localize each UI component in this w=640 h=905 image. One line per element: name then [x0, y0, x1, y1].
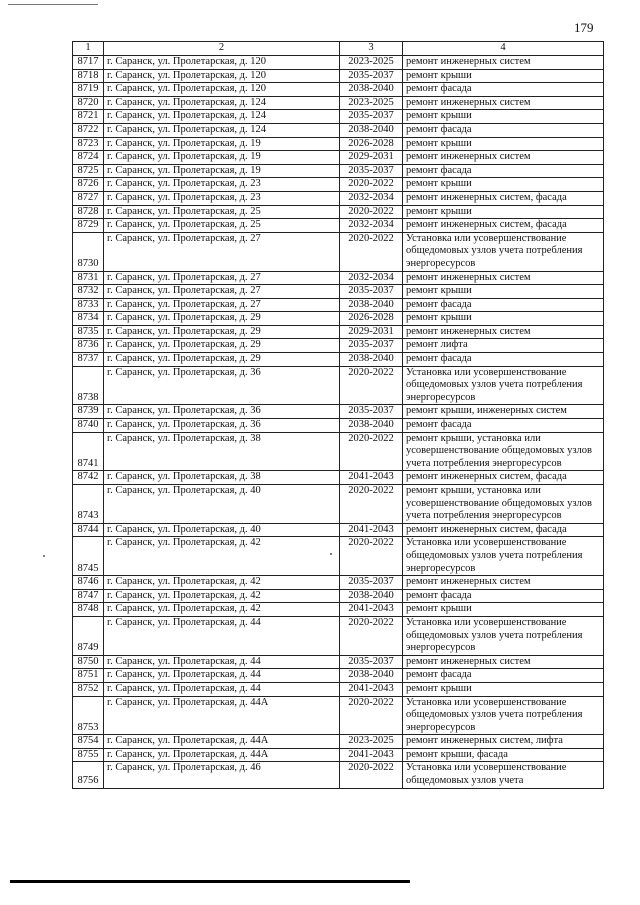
table-row — [73, 748, 604, 762]
row-number: 8734 — [73, 312, 104, 326]
table-row — [73, 96, 604, 110]
row-address: г. Саранск, ул. Пролетарская, д. 124 — [104, 110, 340, 124]
row-number: 8739 — [73, 405, 104, 419]
row-period: 2026-2028 — [340, 312, 403, 326]
row-address: г. Саранск, ул. Пролетарская, д. 120 — [104, 56, 340, 70]
row-address: г. Саранск, ул. Пролетарская, д. 36 — [104, 419, 340, 433]
row-period: 2038-2040 — [340, 669, 403, 683]
row-address: г. Саранск, ул. Пролетарская, д. 44 — [104, 616, 340, 655]
row-work-type: Установка или усовершенствование общедомовых узлов учета потребления энергоресурсов — [403, 232, 604, 271]
row-work-type: Установка или усовершенствование общедомовых узлов учета — [403, 762, 604, 788]
row-period: 2032-2034 — [340, 271, 403, 285]
row-work-type: ремонт инженерных систем, фасада — [403, 191, 604, 205]
row-work-type: ремонт крыши — [403, 312, 604, 326]
row-work-type: ремонт крыши — [403, 285, 604, 299]
table-row — [73, 669, 604, 683]
bottom-scan-bar — [10, 880, 410, 883]
row-work-type: ремонт крыши — [403, 69, 604, 83]
row-number: 8736 — [73, 339, 104, 353]
row-number: 8730 — [73, 232, 104, 271]
table-row — [73, 271, 604, 285]
row-work-type: ремонт лифта — [403, 339, 604, 353]
table-row — [73, 312, 604, 326]
row-work-type: Установка или усовершенствование общедомовых узлов учета потребления энергоресурсов — [403, 616, 604, 655]
table-row — [73, 419, 604, 433]
table-row — [73, 298, 604, 312]
row-work-type: ремонт крыши, установка или усовершенствование общедомовых узлов учета потребления энергоресурсов — [403, 485, 604, 524]
row-address: г. Саранск, ул. Пролетарская, д. 27 — [104, 271, 340, 285]
table-row — [73, 325, 604, 339]
page-number: 179 — [574, 20, 594, 35]
row-period: 2023-2025 — [340, 735, 403, 749]
row-number: 8749 — [73, 616, 104, 655]
row-period: 2035-2037 — [340, 164, 403, 178]
row-address: г. Саранск, ул. Пролетарская, д. 19 — [104, 151, 340, 165]
row-address: г. Саранск, ул. Пролетарская, д. 124 — [104, 96, 340, 110]
row-address: г. Саранск, ул. Пролетарская, д. 42 — [104, 603, 340, 617]
table-row — [73, 523, 604, 537]
row-number: 8743 — [73, 485, 104, 524]
table-row — [73, 655, 604, 669]
table-row — [73, 432, 604, 471]
row-address: г. Саранск, ул. Пролетарская, д. 42 — [104, 589, 340, 603]
row-period: 2020-2022 — [340, 432, 403, 471]
row-period: 2020-2022 — [340, 485, 403, 524]
row-period: 2035-2037 — [340, 110, 403, 124]
row-number: 8731 — [73, 271, 104, 285]
top-edge-line — [8, 4, 98, 5]
row-period: 2020-2022 — [340, 178, 403, 192]
row-period: 2023-2025 — [340, 96, 403, 110]
row-address: г. Саранск, ул. Пролетарская, д. 38 — [104, 432, 340, 471]
row-address: г. Саранск, ул. Пролетарская, д. 36 — [104, 366, 340, 405]
row-address: г. Саранск, ул. Пролетарская, д. 27 — [104, 285, 340, 299]
row-work-type: ремонт инженерных систем — [403, 325, 604, 339]
row-number: 8729 — [73, 219, 104, 233]
row-period: 2035-2037 — [340, 655, 403, 669]
row-address: г. Саранск, ул. Пролетарская, д. 23 — [104, 178, 340, 192]
row-work-type: ремонт крыши — [403, 682, 604, 696]
table-row — [73, 576, 604, 590]
row-work-type: ремонт инженерных систем — [403, 271, 604, 285]
row-number: 8747 — [73, 589, 104, 603]
row-work-type: ремонт инженерных систем, фасада — [403, 219, 604, 233]
row-work-type: Установка или усовершенствование общедомовых узлов учета потребления энергоресурсов — [403, 537, 604, 576]
row-work-type: ремонт крыши — [403, 205, 604, 219]
row-address: г. Саранск, ул. Пролетарская, д. 42 — [104, 537, 340, 576]
table-row — [73, 405, 604, 419]
row-address: г. Саранск, ул. Пролетарская, д. 19 — [104, 137, 340, 151]
row-number: 8719 — [73, 83, 104, 97]
row-period: 2020-2022 — [340, 616, 403, 655]
row-number: 8752 — [73, 682, 104, 696]
row-number: 8721 — [73, 110, 104, 124]
row-period: 2038-2040 — [340, 353, 403, 367]
table-row — [73, 339, 604, 353]
row-period: 2038-2040 — [340, 298, 403, 312]
table-row — [73, 219, 604, 233]
row-period: 2020-2022 — [340, 366, 403, 405]
row-address: г. Саранск, ул. Пролетарская, д. 46 — [104, 762, 340, 788]
row-address: г. Саранск, ул. Пролетарская, д. 40 — [104, 523, 340, 537]
row-work-type: Установка или усовершенствование общедомовых узлов учета потребления энергоресурсов — [403, 696, 604, 735]
table-row — [73, 191, 604, 205]
row-number: 8751 — [73, 669, 104, 683]
row-period: 2038-2040 — [340, 589, 403, 603]
row-period: 2035-2037 — [340, 339, 403, 353]
row-number: 8722 — [73, 123, 104, 137]
row-number: 8746 — [73, 576, 104, 590]
row-number: 8737 — [73, 353, 104, 367]
row-address: г. Саранск, ул. Пролетарская, д. 44 — [104, 655, 340, 669]
row-address: г. Саранск, ул. Пролетарская, д. 25 — [104, 205, 340, 219]
row-period: 2038-2040 — [340, 83, 403, 97]
row-work-type: ремонт инженерных систем — [403, 576, 604, 590]
row-work-type: ремонт фасада — [403, 353, 604, 367]
table-row — [73, 735, 604, 749]
scan-speck — [330, 553, 332, 555]
row-number: 8738 — [73, 366, 104, 405]
row-number: 8756 — [73, 762, 104, 788]
row-period: 2020-2022 — [340, 762, 403, 788]
table-row — [73, 696, 604, 735]
row-number: 8740 — [73, 419, 104, 433]
row-work-type: ремонт инженерных систем — [403, 56, 604, 70]
row-address: г. Саранск, ул. Пролетарская, д. 36 — [104, 405, 340, 419]
row-period: 2020-2022 — [340, 696, 403, 735]
row-period: 2041-2043 — [340, 603, 403, 617]
row-address: г. Саранск, ул. Пролетарская, д. 44А — [104, 735, 340, 749]
row-address: г. Саранск, ул. Пролетарская, д. 23 — [104, 191, 340, 205]
row-period: 2035-2037 — [340, 405, 403, 419]
row-work-type: ремонт фасада — [403, 123, 604, 137]
row-number: 8727 — [73, 191, 104, 205]
row-address: г. Саранск, ул. Пролетарская, д. 40 — [104, 485, 340, 524]
row-work-type: ремонт фасада — [403, 298, 604, 312]
row-address: г. Саранск, ул. Пролетарская, д. 44 — [104, 682, 340, 696]
row-period: 2041-2043 — [340, 523, 403, 537]
table-row — [73, 285, 604, 299]
row-number: 8745 — [73, 537, 104, 576]
column-header-4: 4 — [403, 42, 604, 56]
table-row — [73, 83, 604, 97]
table-row — [73, 151, 604, 165]
row-number: 8728 — [73, 205, 104, 219]
row-address: г. Саранск, ул. Пролетарская, д. 29 — [104, 339, 340, 353]
row-number: 8725 — [73, 164, 104, 178]
row-period: 2020-2022 — [340, 537, 403, 576]
table-row — [73, 353, 604, 367]
table-row — [73, 603, 604, 617]
row-address: г. Саранск, ул. Пролетарская, д. 27 — [104, 232, 340, 271]
row-period: 2041-2043 — [340, 682, 403, 696]
row-address: г. Саранск, ул. Пролетарская, д. 120 — [104, 83, 340, 97]
row-number: 8717 — [73, 56, 104, 70]
row-period: 2026-2028 — [340, 137, 403, 151]
column-header-3: 3 — [340, 42, 403, 56]
row-period: 2032-2034 — [340, 191, 403, 205]
row-work-type: ремонт инженерных систем, фасада — [403, 523, 604, 537]
row-period: 2029-2031 — [340, 325, 403, 339]
row-number: 8744 — [73, 523, 104, 537]
row-period: 2020-2022 — [340, 205, 403, 219]
row-period: 2041-2043 — [340, 748, 403, 762]
table-row — [73, 164, 604, 178]
row-address: г. Саранск, ул. Пролетарская, д. 19 — [104, 164, 340, 178]
table-row — [73, 178, 604, 192]
table-row — [73, 366, 604, 405]
row-work-type: ремонт фасада — [403, 164, 604, 178]
row-work-type: ремонт крыши — [403, 178, 604, 192]
row-period: 2032-2034 — [340, 219, 403, 233]
row-address: г. Саранск, ул. Пролетарская, д. 27 — [104, 298, 340, 312]
row-number: 8724 — [73, 151, 104, 165]
row-work-type: ремонт фасада — [403, 419, 604, 433]
row-period: 2029-2031 — [340, 151, 403, 165]
table-header-row — [73, 42, 604, 56]
row-number: 8732 — [73, 285, 104, 299]
row-number: 8718 — [73, 69, 104, 83]
table-row — [73, 205, 604, 219]
table-row — [73, 616, 604, 655]
row-period: 2038-2040 — [340, 123, 403, 137]
row-period: 2020-2022 — [340, 232, 403, 271]
scan-speck — [43, 555, 45, 557]
row-address: г. Саранск, ул. Пролетарская, д. 25 — [104, 219, 340, 233]
row-work-type: ремонт крыши, фасада — [403, 748, 604, 762]
table-row — [73, 69, 604, 83]
row-number: 8735 — [73, 325, 104, 339]
table-row — [73, 537, 604, 576]
row-work-type: ремонт крыши — [403, 110, 604, 124]
row-work-type: ремонт крыши, инженерных систем — [403, 405, 604, 419]
table-row — [73, 110, 604, 124]
row-work-type: ремонт фасада — [403, 83, 604, 97]
row-address: г. Саранск, ул. Пролетарская, д. 120 — [104, 69, 340, 83]
row-work-type: ремонт инженерных систем — [403, 655, 604, 669]
table-row — [73, 56, 604, 70]
row-period: 2035-2037 — [340, 285, 403, 299]
table-row — [73, 471, 604, 485]
row-address: г. Саранск, ул. Пролетарская, д. 44А — [104, 748, 340, 762]
table-row — [73, 762, 604, 788]
row-address: г. Саранск, ул. Пролетарская, д. 44А — [104, 696, 340, 735]
row-number: 8723 — [73, 137, 104, 151]
row-address: г. Саранск, ул. Пролетарская, д. 42 — [104, 576, 340, 590]
table-row — [73, 232, 604, 271]
register-table — [72, 41, 604, 789]
row-number: 8748 — [73, 603, 104, 617]
row-work-type: ремонт инженерных систем — [403, 151, 604, 165]
row-number: 8755 — [73, 748, 104, 762]
row-number: 8753 — [73, 696, 104, 735]
row-period: 2038-2040 — [340, 419, 403, 433]
row-period: 2023-2025 — [340, 56, 403, 70]
row-number: 8733 — [73, 298, 104, 312]
row-number: 8750 — [73, 655, 104, 669]
row-work-type: ремонт крыши — [403, 137, 604, 151]
row-address: г. Саранск, ул. Пролетарская, д. 38 — [104, 471, 340, 485]
row-address: г. Саранск, ул. Пролетарская, д. 29 — [104, 325, 340, 339]
table-row — [73, 589, 604, 603]
table-row — [73, 123, 604, 137]
row-work-type: ремонт крыши, установка или усовершенствование общедомовых узлов учета потребления энергоресурсов — [403, 432, 604, 471]
row-period: 2035-2037 — [340, 69, 403, 83]
column-header-2: 2 — [104, 42, 340, 56]
row-work-type: ремонт крыши — [403, 603, 604, 617]
row-period: 2041-2043 — [340, 471, 403, 485]
row-address: г. Саранск, ул. Пролетарская, д. 29 — [104, 312, 340, 326]
table-row — [73, 137, 604, 151]
row-address: г. Саранск, ул. Пролетарская, д. 29 — [104, 353, 340, 367]
table-row — [73, 682, 604, 696]
row-address: г. Саранск, ул. Пролетарская, д. 44 — [104, 669, 340, 683]
row-period: 2035-2037 — [340, 576, 403, 590]
row-work-type: ремонт фасада — [403, 669, 604, 683]
row-address: г. Саранск, ул. Пролетарская, д. 124 — [104, 123, 340, 137]
row-work-type: Установка или усовершенствование общедомовых узлов учета потребления энергоресурсов — [403, 366, 604, 405]
row-work-type: ремонт фасада — [403, 589, 604, 603]
row-work-type: ремонт инженерных систем, лифта — [403, 735, 604, 749]
table-row — [73, 485, 604, 524]
column-header-1: 1 — [73, 42, 104, 56]
row-work-type: ремонт инженерных систем, фасада — [403, 471, 604, 485]
row-number: 8742 — [73, 471, 104, 485]
row-work-type: ремонт инженерных систем — [403, 96, 604, 110]
row-number: 8741 — [73, 432, 104, 471]
table-body — [73, 56, 604, 789]
row-number: 8754 — [73, 735, 104, 749]
row-number: 8720 — [73, 96, 104, 110]
row-number: 8726 — [73, 178, 104, 192]
